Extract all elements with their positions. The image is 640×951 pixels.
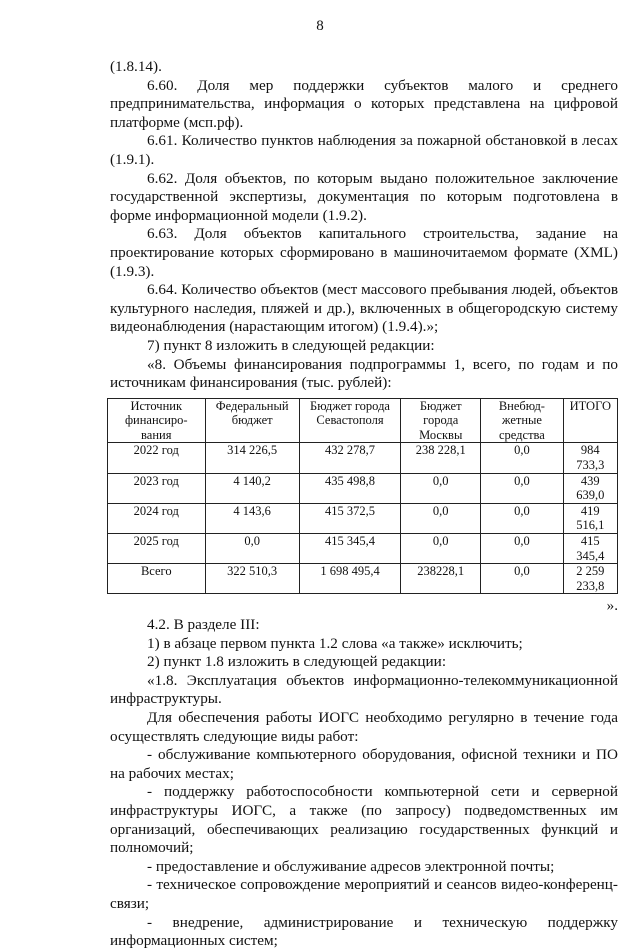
paragraph: - поддержку работоспособности компьютерной сети и серверной инфраструктуры ИОГС, а также (по запросу) подведомственных им организаций, обеспечивающих реализацию государственных функций и полномочий; [110, 783, 618, 857]
table-cell: 0,0 [401, 534, 481, 564]
table-row [108, 473, 618, 503]
table-cell: 0,0 [481, 534, 563, 564]
paragraph: «8. Объемы финансирования подпрограммы 1, всего, по годам и по источникам финансирования (тыс. рублей): [110, 355, 618, 392]
paragraphs-top [110, 58, 618, 393]
table-cell: 432 278,7 [299, 443, 400, 473]
table-cell: 238228,1 [401, 564, 481, 594]
table-cell: 439 639,0 [563, 473, 617, 503]
table-row [108, 564, 618, 594]
table-cell: 435 498,8 [299, 473, 400, 503]
table-cell: 322 510,3 [205, 564, 299, 594]
table-body [108, 443, 618, 594]
table-cell: 4 143,6 [205, 503, 299, 533]
table-cell: 0,0 [481, 473, 563, 503]
table-header-row [108, 398, 618, 443]
paragraph: 6.60. Доля мер поддержки субъектов малого и среднего предпринимательства, информация о которых представлена на цифровой платформе (мсп.рф). [110, 76, 618, 131]
table-cell: 419 516,1 [563, 503, 617, 533]
paragraph: - предоставление и обслуживание адресов электронной почты; [147, 857, 555, 875]
paragraph: 1) в абзаце первом пункта 1.2 слова «а также» исключить; [147, 634, 523, 652]
table-cell: 2 259 233,8 [563, 564, 617, 594]
table-cell: 0,0 [401, 473, 481, 503]
table-row [108, 443, 618, 473]
table-cell: 415 345,4 [563, 534, 617, 564]
table-cell: 2023 год [108, 473, 206, 503]
paragraph: - техническое сопровождение мероприятий и сеансов видео-конференц-связи; [110, 876, 618, 912]
paragraph: - внедрение, администрирование и техническую поддержку информационных систем; [110, 913, 618, 950]
paragraph: 4.2. В разделе III: [147, 616, 260, 633]
table-cell: 415 345,4 [299, 534, 400, 564]
table-cell: 0,0 [481, 564, 563, 594]
table-cell: 415 372,5 [299, 503, 400, 533]
table-header-cell: Источник финансиро-вания [108, 398, 206, 443]
table-row [108, 503, 618, 533]
paragraph: 6.63. Доля объектов капитального строительства, задание на проектирование которых сформировано в машиночитаемом формате (XML) (1.9.3). [110, 225, 618, 280]
table-cell: 0,0 [481, 443, 563, 473]
paragraphs-bottom [110, 616, 618, 951]
page-number: 8 [316, 18, 324, 34]
table-cell: 2022 год [108, 443, 206, 473]
paragraph: - обслуживание компьютерного оборудования, офисной техники и ПО на рабочих местах; [110, 746, 618, 782]
paragraph: 7) пункт 8 изложить в следующей редакции: [147, 336, 435, 354]
table-header-cell: Бюджет города Москвы [401, 398, 481, 443]
table-cell: 2024 год [108, 503, 206, 533]
table-header-cell: Бюджет города Севастополя [299, 398, 400, 443]
paragraph: 6.64. Количество объектов (мест массового пребывания людей, объектов культурного наследия, пляжей и др.), включенных в общегородскую систему видеонаблюдения (нарастающим итогом) (1.9.4).»; [110, 281, 618, 336]
table-cell: Всего [108, 564, 206, 594]
table-cell: 1 698 495,4 [299, 564, 400, 594]
table-header-cell: Внебюд-жетные средства [481, 398, 563, 443]
paragraph: 2) пункт 1.8 изложить в следующей редакции: [147, 653, 447, 671]
table-cell: 314 226,5 [205, 443, 299, 473]
table-header-cell: Федеральный бюджет [205, 398, 299, 443]
paragraph: «1.8. Эксплуатация объектов информационно-телекоммуникационной инфраструктуры. [110, 671, 618, 708]
table-cell: 4 140,2 [205, 473, 299, 503]
paragraph: (1.8.14). [110, 58, 162, 75]
table-cell: 2025 год [108, 534, 206, 564]
table-cell: 0,0 [205, 534, 299, 564]
paragraph: Для обеспечения работы ИОГС необходимо регулярно в течение года осуществлять следующие виды работ: [110, 708, 618, 745]
table-cell: 238 228,1 [401, 443, 481, 473]
table-cell: 0,0 [401, 503, 481, 533]
paragraph: 6.62. Доля объектов, по которым выдано положительное заключение государственной экспертизы, документация по которым подготовлена в форме информационной модели (1.9.2). [110, 169, 618, 224]
table-closing-quote: ». [606, 597, 618, 615]
table-cell: 984 733,3 [563, 443, 617, 473]
document-body [110, 58, 618, 951]
table-cell: 0,0 [481, 503, 563, 533]
table-header-cell: ИТОГО [563, 398, 617, 443]
paragraph: 6.61. Количество пунктов наблюдения за пожарной обстановкой в лесах (1.9.1). [110, 132, 618, 168]
financing-table [107, 398, 618, 595]
table-row [108, 534, 618, 564]
